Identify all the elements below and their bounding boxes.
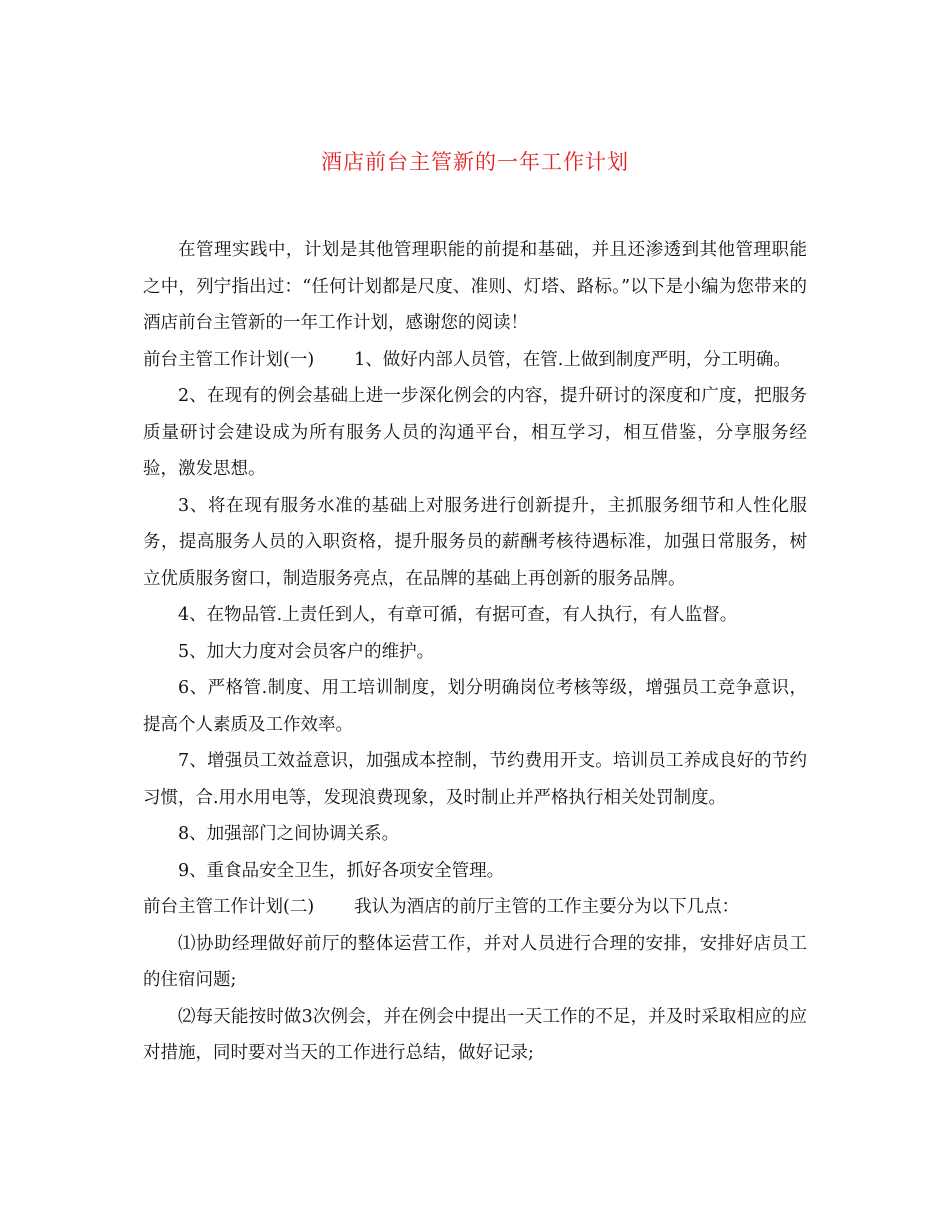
list-item: 5、加大力度对会员客户的维护。: [178, 641, 435, 662]
section-paragraph: [143, 889, 807, 926]
list-item: 9、重食品安全卫生，抓好各项安全管理。: [178, 860, 505, 881]
list-item: 8、加强部门之间协调关系。: [178, 824, 400, 844]
list-item: 6、严格管.制度、用工培训制度，划分明确岗位考核等级，增强员工竞争意识，提高个人素质及工作效率。: [143, 678, 807, 735]
document-body: [143, 232, 807, 1072]
section-heading: 前台主管工作计划(一): [143, 349, 315, 370]
paragraph-text: 1、做好内部人员管，在管.上做到制度严明，分工明确。: [354, 349, 791, 370]
section-heading: 前台主管工作计划(二): [143, 897, 315, 917]
paragraph-text: 我认为酒店的前厅主管的工作主要分为以下几点：: [354, 897, 740, 917]
intro-paragraph: 在管理实践中，计划是其他管理职能的前提和基础，并且还渗透到其他管理职能之中，列宁指出过：“任何计划都是尺度、准则、灯塔、路标。”以下是小编为您带来的酒店前台主管新的一年工作计划，感谢您的阅读！: [143, 240, 807, 333]
list-item: 2、在现有的例会基础上进一步深化例会的内容，提升研讨的深度和广度，把服务质量研讨会建设成为所有服务人员的沟通平台，相互学习，相互借鉴，分享服务经验，激发思想。: [143, 386, 807, 479]
list-item: 4、在物品管.上责任到人，有章可循，有据可查，有人执行，有人监督。: [178, 605, 738, 625]
list-item: ⑴协助经理做好前厅的整体运营工作，并对人员进行合理的安排，安排好店员工的住宿问题;: [143, 933, 807, 990]
list-item: ⑵每天能按时做3次例会，并在例会中提出一天工作的不足，并及时采取相应的应对措施，同时要对当天的工作进行总结，做好记录;: [143, 1006, 807, 1063]
section-paragraph: [143, 342, 807, 379]
list-item: 3、将在现有服务水准的基础上对服务进行创新提升，主抓服务细节和人性化服务，提高服务人员的入职资格，提升服务员的薪酬考核待遇标准，加强日常服务，树立优质服务窗口，制造服务亮点，在品牌的基础上再创新的服务品牌。: [143, 495, 807, 589]
document-title: 酒店前台主管新的一年工作计划: [321, 150, 629, 174]
list-item: 7、增强员工效益意识，加强成本控制，节约费用开支。培训员工养成良好的节约习惯，合.用水用电等，发现浪费现象，及时制止并严格执行相关处罚制度。: [143, 751, 807, 808]
